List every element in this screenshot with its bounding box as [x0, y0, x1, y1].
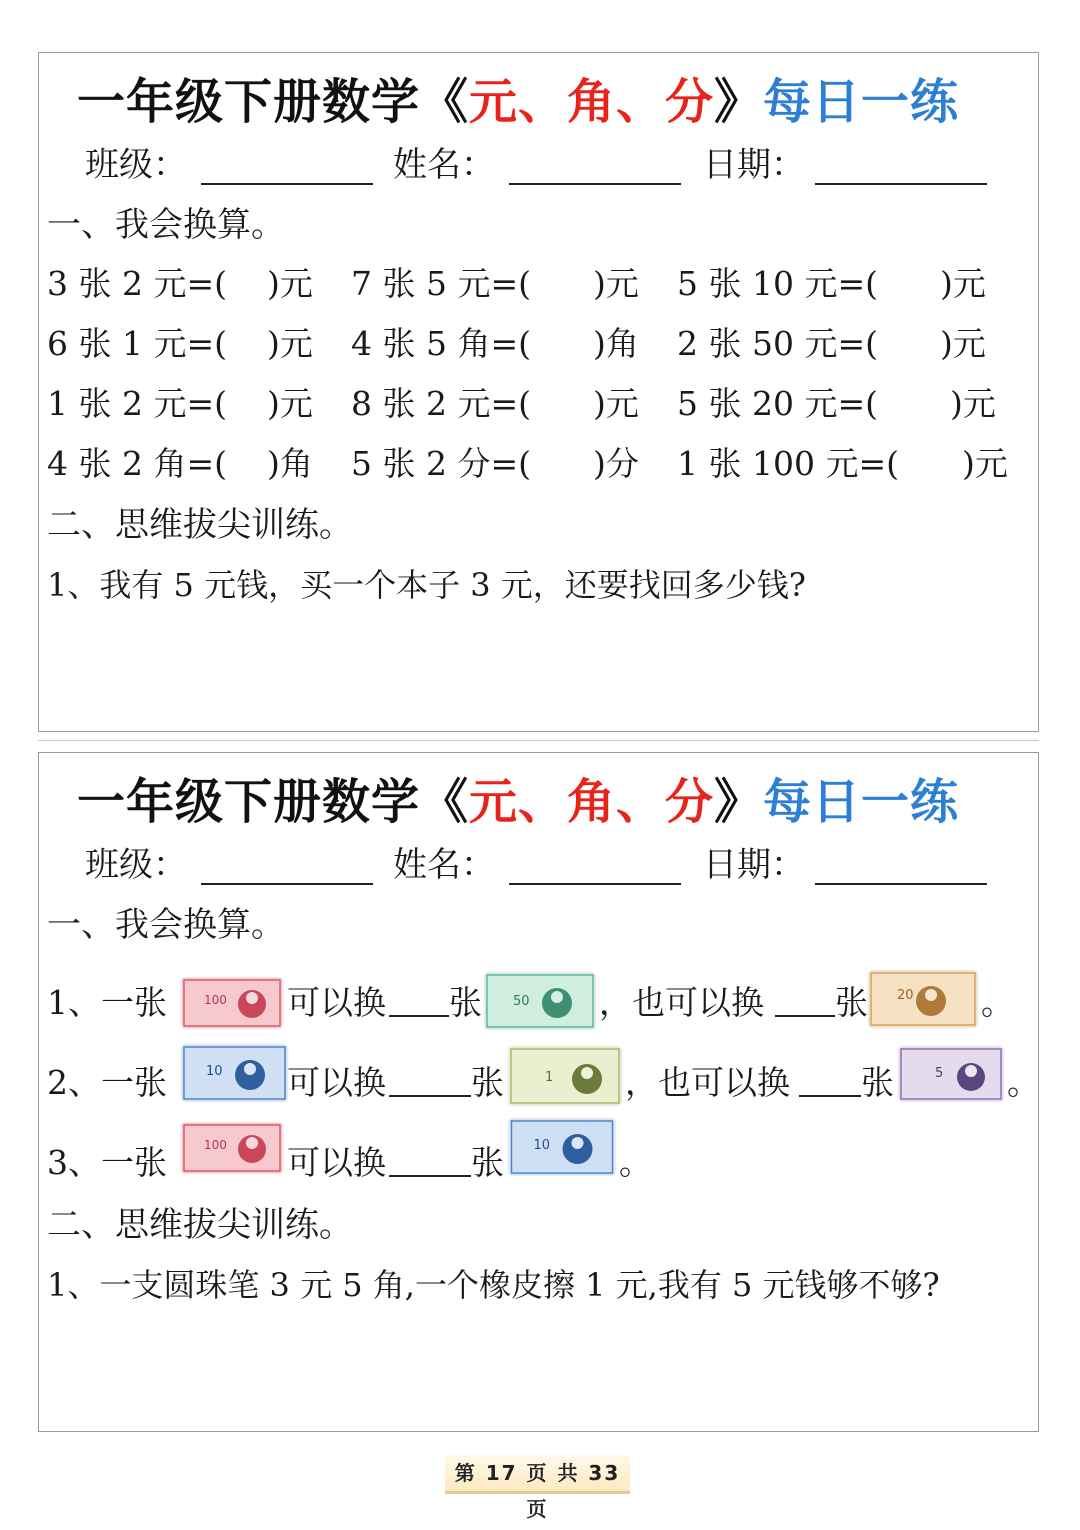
word-problem: 1、一支圆珠笔 3 元 5 角,一个橡皮擦 1 元,我有 5 元钱够不够? [47, 1266, 940, 1304]
exercise-text: 4 张 5 角=( [351, 324, 531, 363]
name-label: 姓名： [393, 845, 495, 885]
student-info-row [85, 841, 1015, 889]
period-text: 。 [619, 1143, 652, 1182]
exercise-unit: )元 [950, 384, 996, 423]
word-problem: 1、我有 5 元钱，买一个本子 3 元，还要找回多少钱? [47, 566, 806, 604]
period-text: 。 [981, 983, 1014, 1022]
exercise-text: 6 张 1 元=( [47, 324, 227, 363]
banknote-100-icon-graphic [182, 978, 282, 1028]
exercise-text: 8 张 2 元=( [351, 384, 531, 423]
exercise-text: 5 张 20 元=( [677, 384, 878, 423]
exercise-unit: )角 [267, 444, 313, 483]
banknote-50-icon-graphic [485, 973, 595, 1029]
exercise-text: 4 张 2 角=( [47, 444, 227, 483]
title-bracket: 》 [714, 774, 764, 830]
banknote-10-icon-graphic [509, 1119, 615, 1175]
worksheet-title [77, 67, 1007, 137]
worksheet-title [77, 767, 1007, 837]
date-label: 日期： [703, 845, 805, 885]
exercise-row [47, 379, 1032, 429]
exchange-text: ，也可以换 [599, 983, 764, 1022]
exercise-row [47, 259, 1032, 309]
title-daily: 每日一练 [763, 74, 960, 130]
unit-text: 张 [861, 1063, 894, 1102]
banknote-1-icon-graphic [509, 1047, 621, 1105]
exchange-text: 可以换 [287, 1063, 386, 1102]
svg-text:100: 100 [204, 993, 227, 1007]
exercise-text: 7 张 5 元=( [351, 264, 531, 303]
exercise-unit: )分 [593, 444, 639, 483]
name-field[interactable] [509, 883, 681, 885]
exercise-row [47, 439, 1032, 489]
class-label: 班级： [85, 845, 187, 885]
exchange-text: 可以换 [287, 1143, 386, 1182]
exchange-text: ，也可以换 [625, 1063, 790, 1102]
section-heading: 一、我会换算。 [47, 905, 285, 945]
answer-blank[interactable] [389, 1047, 471, 1097]
banknote-5-icon-graphic [899, 1047, 1003, 1101]
svg-text:10: 10 [206, 1064, 223, 1079]
worksheet-2 [38, 752, 1039, 1432]
class-label: 班级： [85, 145, 187, 185]
exercise-text: 3 张 2 元=( [47, 264, 227, 303]
exercise-unit: )元 [940, 264, 986, 303]
exercise-unit: )元 [593, 264, 639, 303]
name-field[interactable] [509, 183, 681, 185]
svg-text:50: 50 [513, 994, 530, 1009]
question-number: 3、一张 [47, 1143, 167, 1182]
exercise-unit: )元 [593, 384, 639, 423]
exercise-unit: )角 [593, 324, 639, 363]
svg-text:10: 10 [533, 1138, 551, 1153]
money-exchange-row [47, 1131, 1032, 1195]
unit-text: 张 [835, 983, 868, 1022]
exchange-text: 可以换 [287, 983, 386, 1022]
question-number: 1、一张 [47, 983, 167, 1022]
banknote-10-icon-graphic [182, 1045, 287, 1101]
banknote-50-icon [485, 973, 595, 1029]
svg-text:1: 1 [545, 1070, 554, 1085]
exercise-text: 5 张 2 分=( [351, 444, 531, 483]
section-heading: 二、思维拔尖训练。 [47, 505, 353, 545]
sheet-divider [38, 740, 1039, 741]
exercise-text: 1 张 100 元=( [677, 444, 899, 483]
question-number: 2、一张 [47, 1063, 167, 1102]
banknote-100-icon [182, 1123, 282, 1173]
title-bracket: 》 [714, 74, 764, 130]
exercise-text: 5 张 10 元=( [677, 264, 878, 303]
banknote-1-icon [509, 1047, 621, 1105]
class-field[interactable] [201, 183, 373, 185]
worksheet-1 [38, 52, 1039, 732]
exercise-unit: )元 [267, 264, 313, 303]
svg-text:5: 5 [935, 1066, 944, 1081]
title-prefix: 一年级下册数学《 [77, 74, 470, 130]
money-exchange-row [47, 1051, 1040, 1115]
banknote-5-icon [899, 1047, 1003, 1101]
answer-blank[interactable] [799, 1047, 861, 1097]
unit-text: 张 [471, 1143, 504, 1182]
svg-text:20: 20 [897, 988, 914, 1003]
answer-blank[interactable] [775, 967, 835, 1017]
title-topic: 元、角、分 [469, 74, 715, 130]
answer-blank[interactable] [389, 1127, 471, 1177]
name-label: 姓名： [393, 145, 495, 185]
exercise-unit: )元 [962, 444, 1008, 483]
date-field[interactable] [815, 883, 987, 885]
date-field[interactable] [815, 183, 987, 185]
banknote-100-icon [182, 978, 282, 1028]
unit-text: 张 [449, 983, 482, 1022]
title-topic: 元、角、分 [469, 774, 715, 830]
answer-blank[interactable] [389, 967, 449, 1017]
banknote-100-icon-graphic [182, 1123, 282, 1173]
exercise-row [47, 319, 1032, 369]
svg-text:100: 100 [204, 1138, 227, 1152]
banknote-20-icon [869, 971, 977, 1027]
money-exchange-row [47, 971, 1032, 1035]
exercise-text: 1 张 2 元=( [47, 384, 227, 423]
student-info-row [85, 141, 1015, 189]
unit-text: 张 [471, 1063, 504, 1102]
page-number-badge: 第 17 页 共 33 页 [445, 1455, 630, 1494]
exercise-text: 2 张 50 元=( [677, 324, 878, 363]
date-label: 日期： [703, 145, 805, 185]
banknote-20-icon-graphic [869, 971, 977, 1027]
class-field[interactable] [201, 883, 373, 885]
title-prefix: 一年级下册数学《 [77, 774, 470, 830]
exercise-unit: )元 [267, 324, 313, 363]
exercise-unit: )元 [940, 324, 986, 363]
banknote-10-icon [182, 1045, 287, 1101]
section-heading: 一、我会换算。 [47, 205, 285, 245]
banknote-10-icon [509, 1119, 615, 1175]
title-daily: 每日一练 [763, 774, 960, 830]
period-text: 。 [1007, 1063, 1040, 1102]
exercise-unit: )元 [267, 384, 313, 423]
section-heading: 二、思维拔尖训练。 [47, 1205, 353, 1245]
